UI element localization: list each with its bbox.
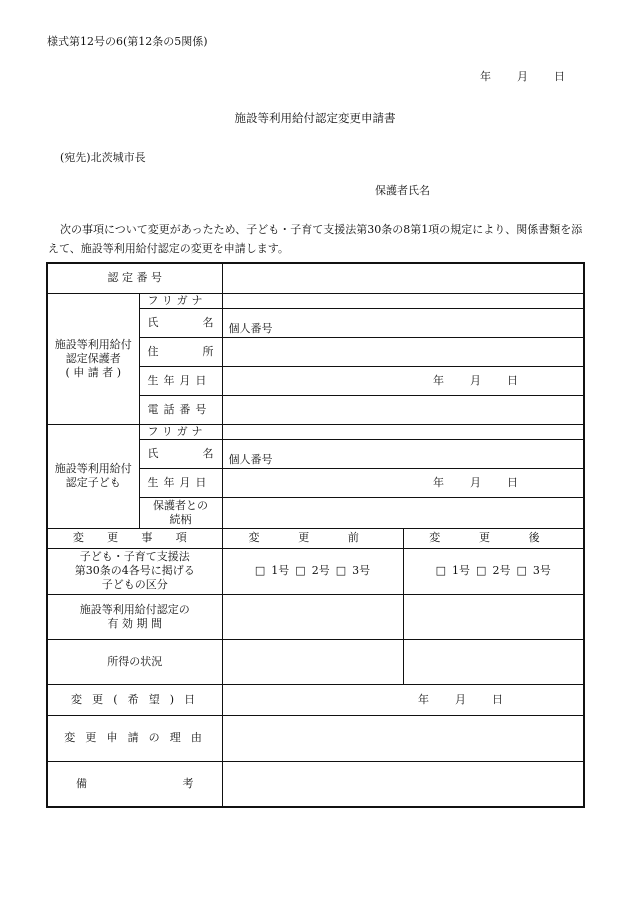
child-furigana-field[interactable] (222, 424, 584, 439)
child-category-label: 子ども・子育て支援法 第30条の4各号に掲げる 子どもの区分 (47, 548, 222, 594)
submission-date (480, 68, 565, 84)
date-day-label: 日 (554, 70, 565, 83)
applicant-birthdate-label: 生年月日 (139, 366, 222, 395)
before-checkbox-3[interactable]: □ (335, 564, 347, 577)
applicant-phone-field[interactable] (222, 395, 584, 424)
applicant-name-label: 氏 名 (139, 308, 222, 337)
applicant-my-number-label: 個人番号 (228, 321, 273, 335)
before-option-1-label: 1号 (271, 564, 290, 577)
applicant-furigana-label: フリガナ (139, 293, 222, 308)
before-checkbox-1[interactable]: □ (254, 564, 266, 577)
child-furigana-label: フリガナ (139, 424, 222, 439)
document-title: 施設等利用給付認定変更申請書 (234, 111, 396, 125)
after-category-options (403, 548, 584, 594)
change-reason-label: 変 更 申 請 の 理 由 (47, 715, 222, 761)
after-option-1-label: 1号 (452, 564, 471, 577)
child-relation-label: 保護者との 続柄 (139, 497, 222, 528)
change-date-label: 変 更 ( 希 望 ) 日 (47, 684, 222, 715)
after-checkbox-2[interactable]: □ (476, 564, 487, 577)
child-name-label: 氏 名 (139, 439, 222, 468)
after-checkbox-3[interactable]: □ (516, 564, 527, 577)
applicant-address-label: 住 所 (139, 337, 222, 366)
validity-period-label: 施設等利用給付認定の 有 効 期 間 (47, 594, 222, 639)
remarks-field[interactable] (222, 761, 584, 807)
child-birthdate-label: 生年月日 (139, 468, 222, 497)
cert-number-label: 認 定 番 号 (47, 263, 222, 293)
change-date-field[interactable]: 年 月 日 (222, 684, 584, 715)
child-relation-field[interactable] (222, 497, 584, 528)
child-birthdate-field[interactable]: 年 月 日 (222, 468, 584, 497)
after-option-2-label: 2号 (492, 564, 511, 577)
before-option-3-label: 3号 (352, 564, 371, 577)
addressee: (宛先)北茨城市長 (60, 151, 146, 164)
guardian-name-label: 保護者氏名 (375, 184, 430, 197)
after-checkbox-1[interactable]: □ (435, 564, 447, 577)
change-reason-field[interactable] (222, 715, 584, 761)
applicant-address-field[interactable] (222, 337, 584, 366)
applicant-birthdate-field[interactable]: 年 月 日 (222, 366, 584, 395)
applicant-section-label: 施設等利用給付 認定保護者 ( 申 請 者 ) (47, 293, 139, 424)
change-item-header: 変 更 事 項 (47, 528, 222, 548)
child-section-label: 施設等利用給付 認定子ども (47, 424, 139, 528)
before-checkbox-2[interactable]: □ (295, 564, 306, 577)
child-my-number-label: 個人番号 (228, 452, 273, 466)
applicant-phone-label: 電話番号 (139, 395, 222, 424)
date-month-label: 月 (517, 70, 528, 83)
income-label: 所得の状況 (47, 639, 222, 684)
intro-text: 次の事項について変更があったため、子ども・子育て支援法第30条の8第1項の規定により、関係書類を添えて、施設等利用給付認定の変更を申請します。 (48, 223, 583, 255)
form-number: 様式第12号の6(第12条の5関係) (47, 35, 208, 48)
before-option-2-label: 2号 (311, 564, 330, 577)
after-option-3-label: 3号 (532, 564, 551, 577)
applicant-name-field[interactable] (222, 308, 584, 337)
application-form-table (46, 262, 585, 808)
income-before-field[interactable] (222, 639, 403, 684)
after-header: 変 更 後 (403, 528, 584, 548)
before-category-options (222, 548, 403, 594)
validity-before-field[interactable] (222, 594, 403, 639)
date-year-label: 年 (480, 70, 491, 83)
income-after-field[interactable] (403, 639, 584, 684)
cert-number-field[interactable] (222, 263, 584, 293)
before-header: 変 更 前 (222, 528, 403, 548)
remarks-label: 備 考 (47, 761, 222, 807)
applicant-furigana-field[interactable] (222, 293, 584, 308)
validity-after-field[interactable] (403, 594, 584, 639)
child-name-field[interactable] (222, 439, 584, 468)
